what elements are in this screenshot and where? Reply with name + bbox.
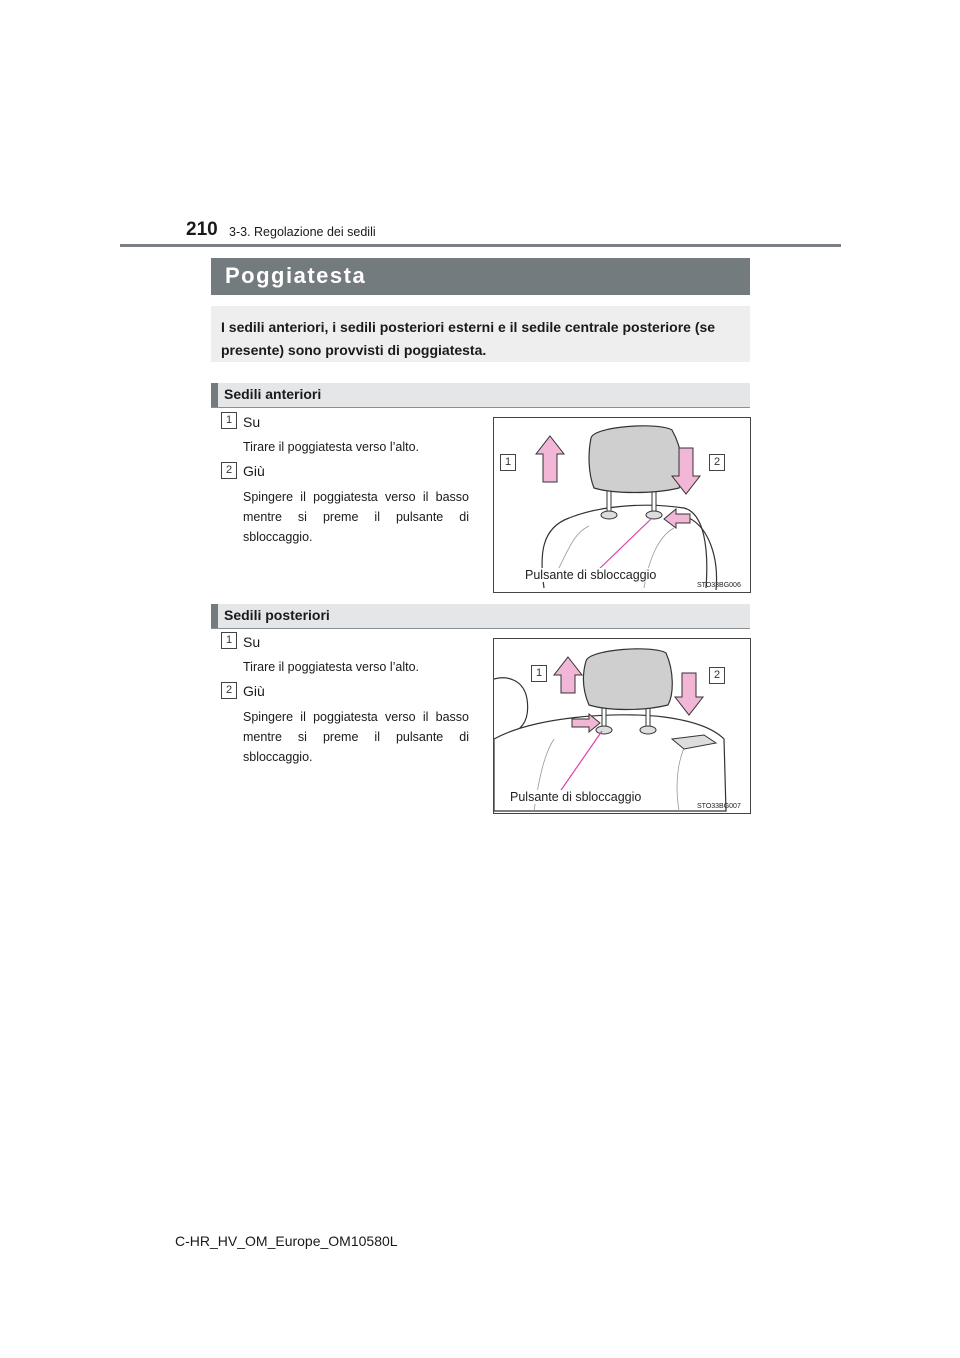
item-desc-line: Spingere il poggiatesta verso il basso <box>243 710 469 724</box>
figure-code: STO33BG006 <box>697 582 741 589</box>
up-arrow-icon <box>554 657 582 693</box>
item-desc-down <box>243 487 469 547</box>
header-divider <box>120 244 841 247</box>
item-desc-down <box>243 707 469 767</box>
down-arrow-icon <box>675 673 703 715</box>
figure-marker: 1 <box>500 454 516 471</box>
release-button-label: Pulsante di sbloccaggio <box>525 568 657 582</box>
page-title-bar <box>211 258 750 295</box>
item-number-badge: 1 <box>221 632 237 649</box>
item-number-badge: 1 <box>221 412 237 429</box>
item-desc-line: Tirare il poggiatesta verso l’alto. <box>243 660 420 674</box>
stay-collar-right <box>646 511 662 519</box>
stay-collar-left <box>596 726 612 734</box>
section-heading-rear <box>211 604 750 629</box>
item-desc-line: sbloccaggio. <box>243 750 313 764</box>
intro-box <box>211 306 750 362</box>
section-heading-label: Sedili posteriori <box>224 607 330 623</box>
item-desc-up <box>243 437 469 457</box>
item-number-badge: 2 <box>221 682 237 699</box>
figure-marker: 2 <box>709 454 725 471</box>
page-number: 210 <box>186 219 218 240</box>
stay-collar-left <box>601 511 617 519</box>
item-desc-line: mentre si preme il pulsante di <box>243 730 469 744</box>
headrest-shape <box>583 649 672 710</box>
headrest-shape <box>589 426 682 493</box>
item-number-badge: 2 <box>221 462 237 479</box>
stay-collar-right <box>640 726 656 734</box>
item-title-up: Su <box>243 634 261 650</box>
item-desc-line: Tirare il poggiatesta verso l’alto. <box>243 440 420 454</box>
section-reference: 3-3. Regolazione dei sedili <box>229 225 376 239</box>
figure-marker: 1 <box>531 665 547 682</box>
front-headrest-figure <box>493 417 751 593</box>
up-arrow-icon <box>536 436 564 482</box>
item-desc-line: Spingere il poggiatesta verso il basso <box>243 490 469 504</box>
page-title: Poggiatesta <box>225 263 367 288</box>
item-title-up: Su <box>243 414 261 430</box>
item-title-down: Giù <box>243 683 265 699</box>
section-heading-front <box>211 383 750 408</box>
figure-code: STO33BG007 <box>697 803 741 810</box>
front-headrest-illustration <box>494 418 750 592</box>
rear-headrest-figure <box>493 638 751 814</box>
figure-marker: 2 <box>709 667 725 684</box>
release-button-label: Pulsante di sbloccaggio <box>510 790 642 804</box>
intro-text: I sedili anteriori, i sedili posteriori esterni e il sedile centrale posteriore (se presente) sono provvisti di poggiatesta. <box>221 319 716 358</box>
item-desc-line: mentre si preme il pulsante di <box>243 510 469 524</box>
item-title-down: Giù <box>243 463 265 479</box>
section-heading-label: Sedili anteriori <box>224 386 322 402</box>
item-desc-up <box>243 657 469 677</box>
item-desc-line: sbloccaggio. <box>243 530 313 544</box>
footer-document-id: C-HR_HV_OM_Europe_OM10580L <box>175 1233 398 1249</box>
